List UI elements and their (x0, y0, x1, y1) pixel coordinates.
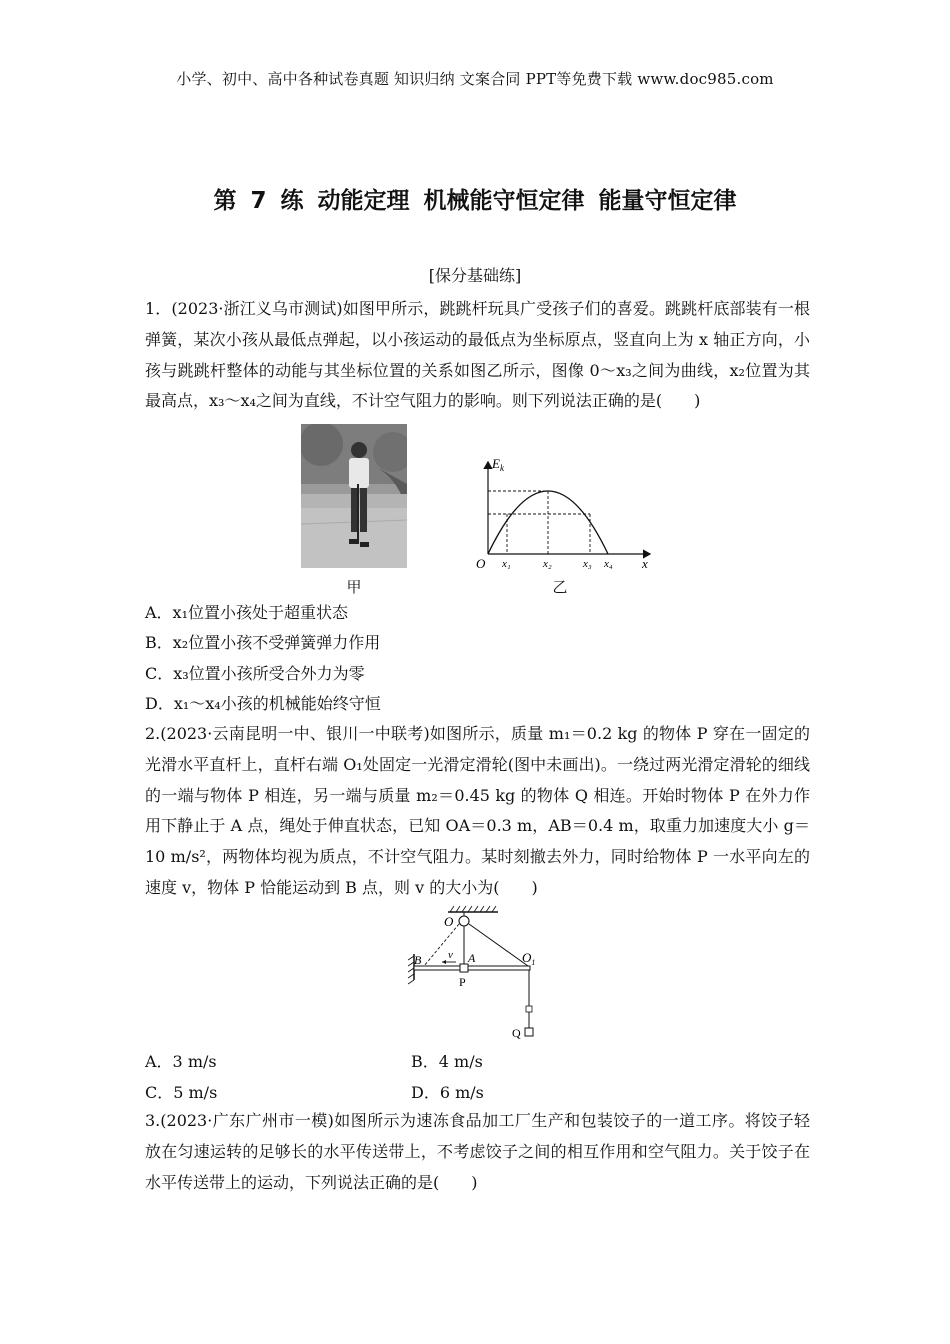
x-axis-label: x (642, 556, 648, 571)
label-b: B (414, 953, 422, 967)
label-o1: $O_1$ (522, 950, 536, 967)
question-1-text: 1．(2023·浙江义乌市测试)如图甲所示，跳跳杆玩具广受孩子们的喜爱。跳跳杆底部装有一根弹簧，某次小孩从最低点弹起，以小孩运动的最低点为坐标原点，竖直向上为 x 轴正方向，小孩与跳跳杆整体的动能与其坐标位置的关系如图乙所示，图像 0～x₃之间为曲线，x₂位置为其最高点，x₃～x₄之间为直线，不计空气阻力的影响。则下列说法正确的是( ) (145, 299, 810, 411)
pulley-diagram (400, 904, 550, 1044)
child-pogo-photo (301, 424, 407, 568)
y-axis-label: $E_k$ (492, 456, 504, 473)
q1-option-d: D．x₁～x₄小孩的机械能始终守恒 (145, 694, 381, 713)
q2-option-d: D．6 m/s (411, 1083, 484, 1102)
kinetic-energy-graph (470, 454, 660, 574)
question-3-text: 3.(2023·广东广州市一模)如图所示为速冻食品加工厂生产和包装饺子的一道工序。将饺子轻放在匀速运转的足够长的水平传送带上，不考虑饺子之间的相互作用和空气阻力。关于饺子在水平传送带上的运动，下列说法正确的是( ) (145, 1111, 810, 1192)
tick-x3: x₃ (583, 558, 592, 570)
object-q (525, 1028, 533, 1036)
q1-option-c: C．x₃位置小孩所受合外力为零 (145, 664, 365, 683)
page-title: 第 7 练 动能定理 机械能守恒定律 能量守恒定律 (213, 188, 737, 214)
rope-o-to-o1 (469, 924, 528, 966)
q2-option-a: A．3 m/s (145, 1052, 217, 1071)
q1-option-a: A．x₁位置小孩处于超重状态 (145, 603, 348, 622)
page-header: 小学、初中、高中各种试卷真题 知识归纳 文案合同 PPT等免费下载 www.doc985.com (176, 70, 774, 88)
figure-b-caption: 乙 (552, 578, 568, 596)
q1-option-b: B．x₂位置小孩不受弹簧弹力作用 (145, 633, 381, 652)
label-a: A (468, 951, 476, 965)
tick-x4: x₄ (604, 558, 613, 570)
section-label: [保分基础练] (428, 266, 522, 285)
figure-a-caption: 甲 (346, 578, 362, 596)
label-v: v (448, 949, 453, 961)
q2-option-c: C．5 m/s (145, 1083, 218, 1102)
label-q: Q (512, 1026, 521, 1040)
tick-x1: x₁ (502, 558, 511, 570)
label-o: O (444, 914, 454, 929)
horizontal-rod (414, 966, 530, 970)
rope-o-to-b (424, 924, 459, 966)
label-p: P (459, 975, 466, 989)
pulley-o (459, 916, 469, 926)
object-p (460, 964, 468, 972)
question-2-text: 2.(2023·云南昆明一中、银川一中联考)如图所示，质量 m₁＝0.2 kg 的物体 P 穿在一固定的光滑水平直杆上，直杆右端 O₁处固定一光滑定滑轮(图中未画出)。一绕过两光滑定滑轮的细线的一端与物体 P 相连，另一端与质量 m₂＝0.45 kg 的物体 Q 相连。开始时物体 P 在外力作用下静止于 A 点，绳处于伸直状态，已知 OA＝0.3 m，AB＝0.4 m，取重力加速度大小 g＝10 m/s²，两物体均视为质点，不计空气阻力。某时刻撤去外力，同时给物体 P 一水平向左的速度 v，物体 P 恰能运动到 B 点，则 v 的大小为( ) (145, 724, 810, 897)
q2-option-b: B．4 m/s (411, 1052, 483, 1071)
tick-x2: x₂ (543, 558, 552, 570)
origin-label: O (476, 556, 486, 571)
